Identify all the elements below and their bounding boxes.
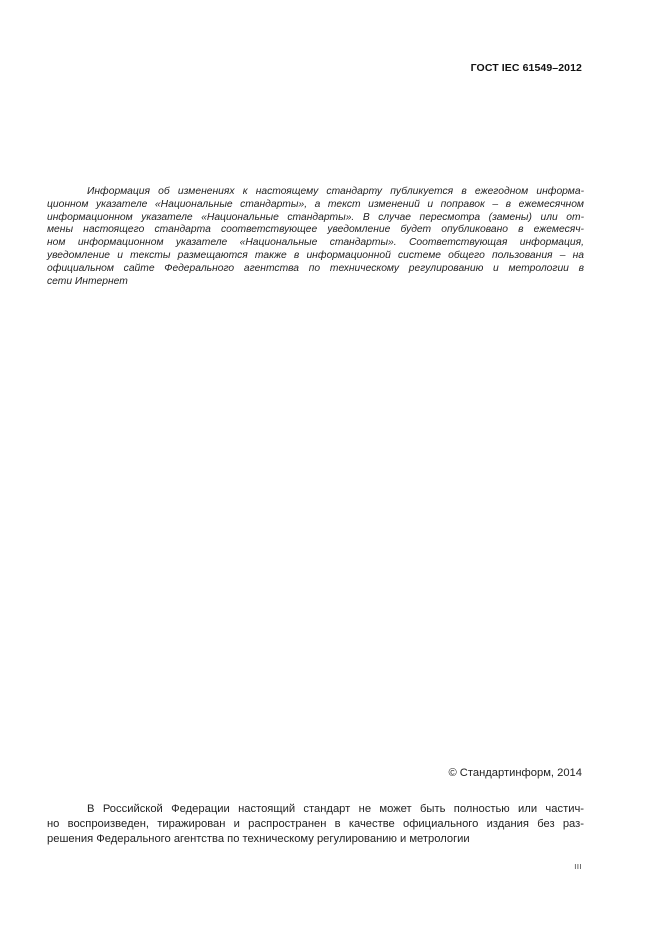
rights-line: решения Федерального агентства по техническому регулированию и метрологии [47, 832, 470, 845]
notice-line: официальном сайте Федерального агентства по техническому регулированию и метрологии в [47, 262, 584, 274]
copyright-notice: © Стандартинформ, 2014 [448, 767, 582, 779]
document-code: ГОСТ IEC 61549–2012 [470, 62, 582, 74]
rights-line: В Российской Федерации настоящий стандарт не может быть полностью или частич- [87, 803, 584, 815]
reproduction-rights-notice [47, 802, 584, 846]
notice-line: ном информационном указателе «Национальные стандарты». Соответствующая информация, [47, 237, 584, 249]
rights-line: но воспроизведен, тиражирован и распространен в качестве официального издания без раз- [47, 817, 584, 830]
amendment-notice [47, 186, 584, 288]
notice-line: уведомление и тексты размещаются также в информационной системе общего пользования – на [47, 249, 584, 261]
notice-line: Информация об изменениях к настоящему стандарту публикуется в ежегодном информа- [87, 186, 584, 197]
page-number: III [574, 862, 582, 871]
notice-line: мены настоящего стандарта соответствующее уведомление будет опубликовано в ежемесяч- [47, 224, 584, 236]
notice-line: ционном указателе «Национальные стандарты», а текст изменений и поправок – в ежемесячном [47, 198, 584, 210]
notice-line: сети Интернет [47, 275, 128, 287]
notice-line: информационном указателе «Национальные стандарты». В случае пересмотра (замены) или от- [47, 211, 584, 223]
